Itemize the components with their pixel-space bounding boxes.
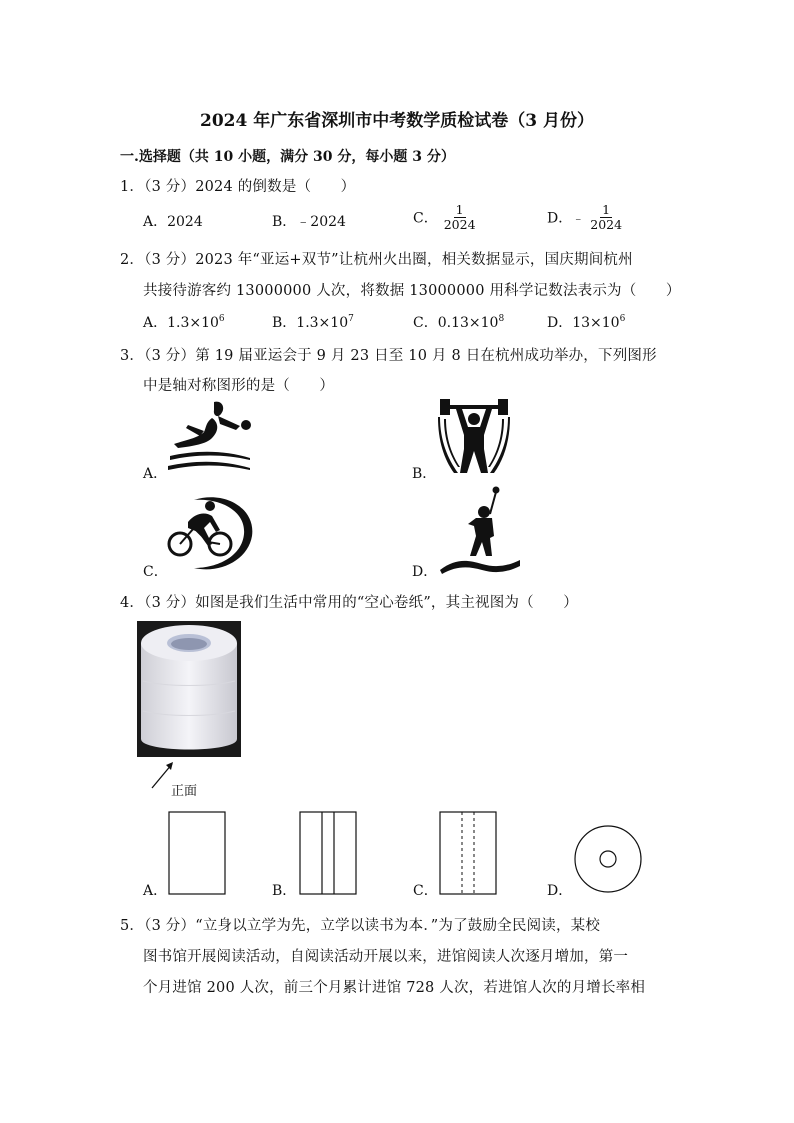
q4-option-c-label: C． bbox=[413, 883, 438, 899]
page-title: 2024 年广东省深圳市中考数学质检试卷（3 月份） bbox=[200, 111, 594, 131]
section-heading: 一.选择题（共 10 小题，满分 30 分，每小题 3 分） bbox=[120, 149, 455, 165]
q2-option-b-base: B．1.3×10 bbox=[272, 315, 349, 331]
q1-option-a: A．2024 bbox=[143, 214, 203, 230]
q3-option-c-label: C． bbox=[143, 564, 168, 580]
q2-option-a-exponent: 6 bbox=[218, 314, 225, 324]
q5-line-2: 图书馆开展阅读活动，自阅读活动开展以来，进馆阅读人次逐月增加，第一 bbox=[143, 949, 629, 965]
q4-option-a-label: A． bbox=[143, 883, 168, 899]
q1-option-d-label: D． bbox=[547, 210, 573, 227]
q2-option-d-exponent: 6 bbox=[619, 314, 626, 324]
q2-option-a bbox=[143, 312, 225, 332]
q4-text: 4．（3 分）如图是我们生活中常用的“空心卷纸”，其主视图为（ ） bbox=[120, 595, 578, 611]
q3-option-d-label: D． bbox=[412, 564, 438, 580]
q2-option-c bbox=[413, 312, 504, 332]
q1-option-d bbox=[547, 203, 624, 232]
view-rectangle-plain-icon bbox=[168, 811, 226, 895]
view-rectangle-solid-lines-icon bbox=[299, 811, 359, 895]
q5-line-1: 5．（3 分）“立身以立学为先，立学以读书为本．”为了鼓励全民阅读，某校 bbox=[120, 918, 601, 934]
minus-sign: ﹣ bbox=[572, 211, 585, 225]
q1-option-d-fraction bbox=[588, 203, 624, 232]
volleyball-pictogram-icon bbox=[166, 398, 252, 476]
q3-option-b-label: B． bbox=[412, 466, 437, 482]
cycling-pictogram-icon bbox=[164, 494, 256, 574]
weightlifting-pictogram-icon bbox=[438, 397, 510, 477]
toilet-paper-roll-photo bbox=[137, 621, 241, 757]
front-label: 正面 bbox=[171, 784, 198, 799]
q2-option-a-base: A．1.3×10 bbox=[143, 315, 219, 331]
view-rectangle-dashed-lines-icon bbox=[439, 811, 499, 895]
q2-line-2: 共接待游客约 13000000 人次，将数据 13000000 用科学记数法表示为（ ） bbox=[143, 283, 681, 299]
q2-line-1: 2．（3 分）2023 年“亚运+双节”让杭州火出圈，相关数据显示，国庆期间杭州 bbox=[120, 252, 633, 268]
q2-option-d bbox=[547, 312, 625, 332]
q2-option-c-base: C．0.13×10 bbox=[413, 315, 499, 331]
q1-option-c-label: C． bbox=[413, 210, 438, 227]
q3-option-a-label: A． bbox=[143, 466, 168, 482]
q1-option-c bbox=[413, 203, 478, 232]
q2-option-b bbox=[272, 312, 354, 332]
fraction-numerator: 1 bbox=[602, 202, 611, 217]
fraction-numerator: 1 bbox=[455, 202, 464, 217]
q5-line-3: 个月进馆 200 人次，前三个月累计进馆 728 人次，若进馆人次的月增长率相 bbox=[143, 980, 646, 996]
q4-option-b-label: B． bbox=[272, 883, 297, 899]
view-concentric-circles-icon bbox=[572, 824, 644, 894]
q1-text: 1．（3 分）2024 的倒数是（ ） bbox=[120, 179, 356, 195]
fraction-denominator: 2024 bbox=[590, 217, 623, 232]
q2-option-d-base: D．13×10 bbox=[547, 315, 620, 331]
fraction-denominator: 2024 bbox=[443, 217, 476, 232]
q2-option-b-exponent: 7 bbox=[348, 314, 354, 324]
q3-line-1: 3．（3 分）第 19 届亚运会于 9 月 23 日至 10 月 8 日在杭州成功举办，下列图形 bbox=[120, 348, 657, 364]
q2-option-c-exponent: 8 bbox=[498, 314, 505, 324]
q1-option-b: B．﹣2024 bbox=[272, 214, 346, 230]
golf-pictogram-icon bbox=[438, 486, 522, 574]
q4-option-d-label: D． bbox=[547, 883, 573, 899]
q1-option-c-fraction bbox=[442, 203, 478, 232]
q3-line-2: 中是轴对称图形的是（ ） bbox=[143, 378, 335, 394]
